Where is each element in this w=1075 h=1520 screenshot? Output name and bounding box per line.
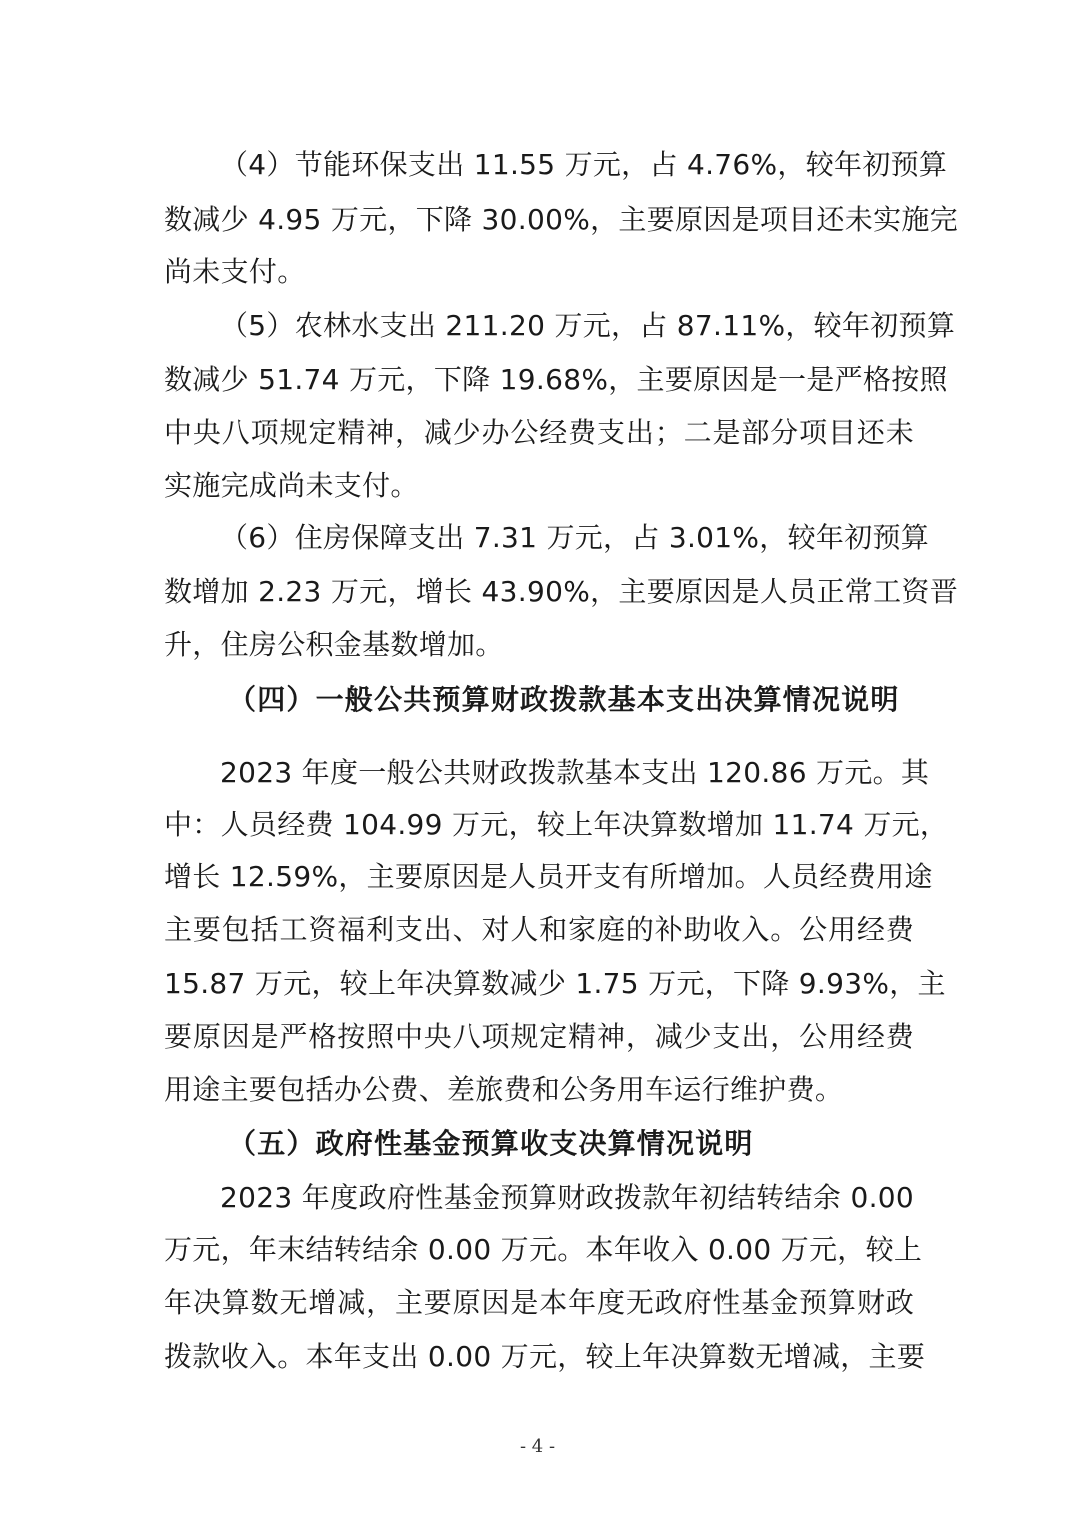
section-heading-4: （四）一般公共预算财政拨款基本支出决算情况说明 [228,683,900,716]
paragraph-line: 2023 年度一般公共财政拨款基本支出 120.86 万元。其 [220,756,930,789]
paragraph-line: 15.87 万元，较上年决算数减少 1.75 万元，下降 9.93%，主 [164,967,946,1000]
paragraph-line: （4）节能环保支出 11.55 万元，占 4.76%，较年初预算 [220,148,948,181]
paragraph-line: 实施完成尚未支付。 [164,469,419,502]
paragraph-line: 要原因是严格按照中央八项规定精神，减少支出，公用经费 [164,1020,914,1053]
paragraph-line: 拨款收入。本年支出 0.00 万元，较上年决算数无增减，主要 [164,1340,926,1373]
paragraph-line: 年决算数无增减，主要原因是本年度无政府性基金预算财政 [164,1286,914,1319]
paragraph-line: 中央八项规定精神，减少办公经费支出；二是部分项目还未 [164,416,914,449]
paragraph-line: （6）住房保障支出 7.31 万元，占 3.01%，较年初预算 [220,521,930,554]
paragraph-line: 2023 年度政府性基金预算财政拨款年初结转结余 0.00 [220,1181,914,1214]
paragraph-line: 升，住房公积金基数增加。 [164,628,504,661]
paragraph-line: 数减少 51.74 万元，下降 19.68%，主要原因是一是严格按照 [164,363,948,396]
paragraph-line: 中：人员经费 104.99 万元，较上年决算数增加 11.74 万元， [164,808,949,841]
page-number: - 4 - [519,1436,556,1457]
paragraph-line: 万元，年末结转结余 0.00 万元。本年收入 0.00 万元，较上 [164,1233,923,1266]
paragraph-line: 主要包括工资福利支出、对人和家庭的补助收入。公用经费 [164,913,914,946]
paragraph-line: 尚未支付。 [164,255,306,288]
paragraph-line: 数增加 2.23 万元，增长 43.90%，主要原因是人员正常工资晋 [164,575,959,608]
paragraph-line: 数减少 4.95 万元，下降 30.00%，主要原因是项目还未实施完 [164,203,959,236]
paragraph-line: （5）农林水支出 211.20 万元，占 87.11%，较年初预算 [220,309,956,342]
paragraph-line: 用途主要包括办公费、差旅费和公务用车运行维护费。 [164,1073,844,1106]
section-heading-5: （五）政府性基金预算收支决算情况说明 [228,1127,754,1160]
paragraph-line: 增长 12.59%，主要原因是人员开支有所增加。人员经费用途 [164,860,933,893]
